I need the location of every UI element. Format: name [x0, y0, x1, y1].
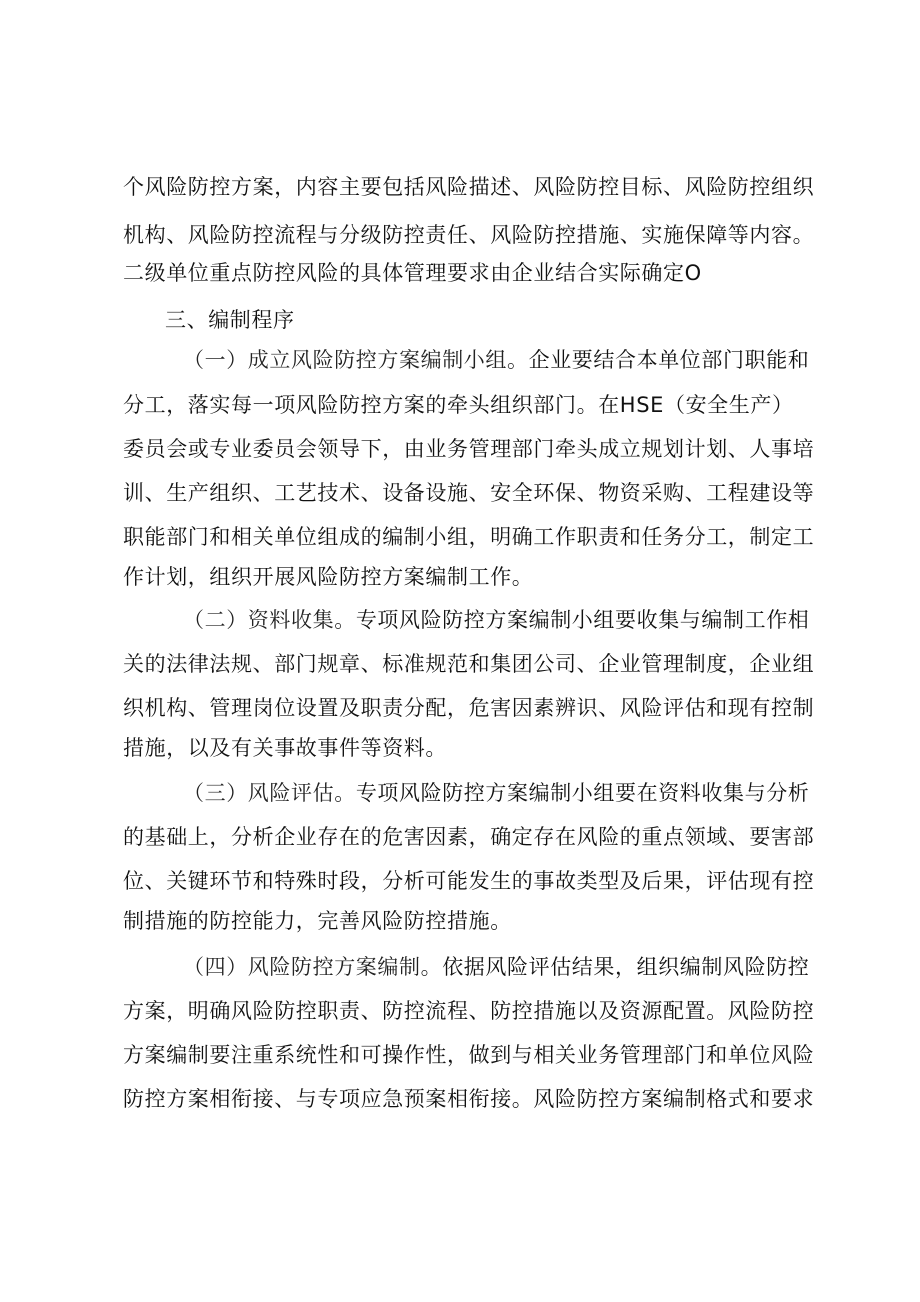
text-line: 训、生产组织、工艺技术、设备设施、安全环保、物资采购、工程建设等 — [123, 481, 815, 505]
paragraph-first-line — [0, 952, 920, 982]
paragraph-lead: （四）风险防控方案编制。 — [183, 955, 443, 979]
text-line: 方案编制要注重系统性和可操作性，做到与相关业务管理部门和单位风险 — [123, 1043, 815, 1067]
paragraph-first-line — [0, 605, 920, 635]
paragraph-text: 依据风险评估结果，组织编制风险防控 — [442, 955, 810, 979]
text-line: 制措施的防控能力，完善风险防控措施。 — [123, 909, 512, 933]
text-line: 织机构、管理岗位设置及职责分配，危害因素辨识、风险评估和现有控制 — [123, 696, 815, 720]
paragraph-lead: （一）成立风险防控方案编制小组。 — [183, 348, 529, 372]
text-line: 分工，落实每一项风险防控方案的牵头组织部门。在HSE（安全生产） — [123, 393, 794, 417]
text-line: 委员会或专业委员会领导下，由业务管理部门牵头成立规划计划、人事培 — [123, 437, 815, 461]
paragraph-text: 企业要结合本单位部门职能和 — [528, 348, 810, 372]
text-line: 机构、风险防控流程与分级防控责任、风险防控措施、实施保障等内容。 — [123, 223, 815, 247]
text-line: 关的法律法规、部门规章、标准规范和集团公司、企业管理制度，企业组 — [123, 652, 815, 676]
text-line: 措施，以及有关事故事件等资料。 — [123, 736, 447, 760]
text-line: 位、关键环节和特殊时段，分析可能发生的事故类型及后果，评估现有控 — [123, 869, 815, 893]
text-line: 作计划，组织开展风险防控方案编制工作。 — [123, 565, 534, 589]
paragraph-first-line — [0, 345, 920, 375]
text-line: 职能部门和相关单位组成的编制小组，明确工作职责和任务分工，制定工 — [123, 525, 815, 549]
text-line: 方案，明确风险防控职责、防控流程、防控措施以及资源配置。风险防控 — [123, 999, 815, 1023]
paragraph-text: 专项风险防控方案编制小组要收集与编制工作相 — [355, 608, 810, 632]
text-line: 防控方案相衔接、与专项应急预案相衔接。风险防控方案编制格式和要求 — [123, 1087, 815, 1111]
text-line: 个风险防控方案，内容主要包括风险描述、风险防控目标、风险防控组织 — [123, 175, 815, 199]
paragraph-first-line — [0, 778, 920, 808]
paragraph-lead: （二）资料收集。 — [183, 608, 356, 632]
paragraph-text: 专项风险防控方案编制小组要在资料收集与分析 — [355, 781, 810, 805]
section-heading: 三、编制程序 — [165, 308, 295, 332]
text-line: 的基础上，分析企业存在的危害因素，确定存在风险的重点领域、要害部 — [123, 825, 815, 849]
text-line: 二级单位重点防控风险的具体管理要求由企业结合实际确定O — [123, 261, 702, 285]
paragraph-lead: （三）风险评估。 — [183, 781, 356, 805]
